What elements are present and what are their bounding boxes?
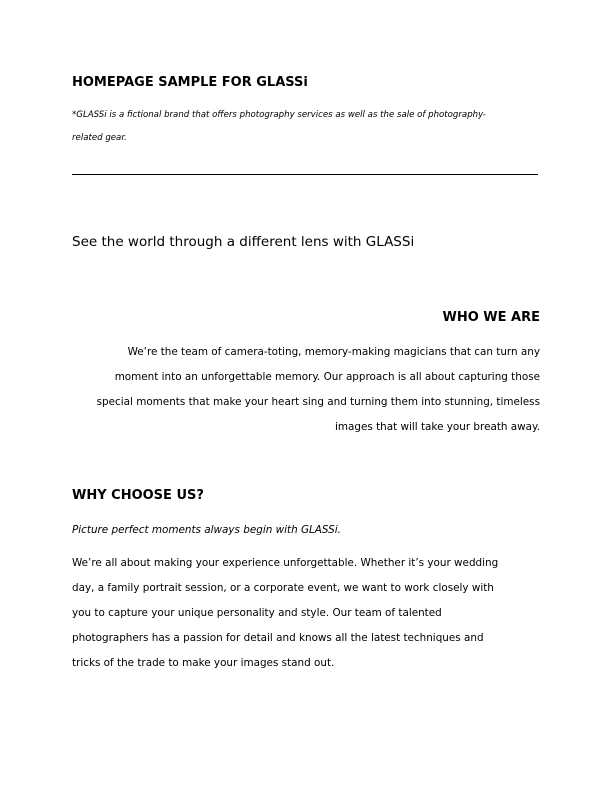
who-we-are-line: images that will take your breath away. xyxy=(335,421,540,433)
who-we-are-heading: WHO WE ARE xyxy=(442,310,540,325)
why-choose-us-line: day, a family portrait session, or a corporate event, we want to work closely with xyxy=(72,582,494,594)
why-choose-us-line: photographers has a passion for detail and knows all the latest techniques and xyxy=(72,632,484,644)
note-line: *GLASSi is a fictional brand that offers photography services as well as the sale of photography- xyxy=(72,110,486,120)
why-choose-us-heading: WHY CHOOSE US? xyxy=(72,488,204,503)
who-we-are-line: moment into an unforgettable memory. Our approach is all about capturing those xyxy=(114,371,540,383)
note-line: related gear. xyxy=(72,133,127,143)
why-choose-us-line: you to capture your unique personality and style. Our team of talented xyxy=(72,607,442,619)
page-title: HOMEPAGE SAMPLE FOR GLASSi xyxy=(72,75,308,90)
why-choose-us-subheading: Picture perfect moments always begin with GLASSi. xyxy=(72,524,341,536)
why-choose-us-line: We’re all about making your experience unforgettable. Whether it’s your wedding xyxy=(72,557,499,569)
who-we-are-line: special moments that make your heart sing and turning them into stunning, timeless xyxy=(96,396,540,408)
why-choose-us-line: tricks of the trade to make your images stand out. xyxy=(72,657,335,669)
divider xyxy=(72,174,538,175)
tagline: See the world through a different lens with GLASSi xyxy=(72,234,415,250)
who-we-are-line: We’re the team of camera-toting, memory-making magicians that can turn any xyxy=(127,346,540,358)
